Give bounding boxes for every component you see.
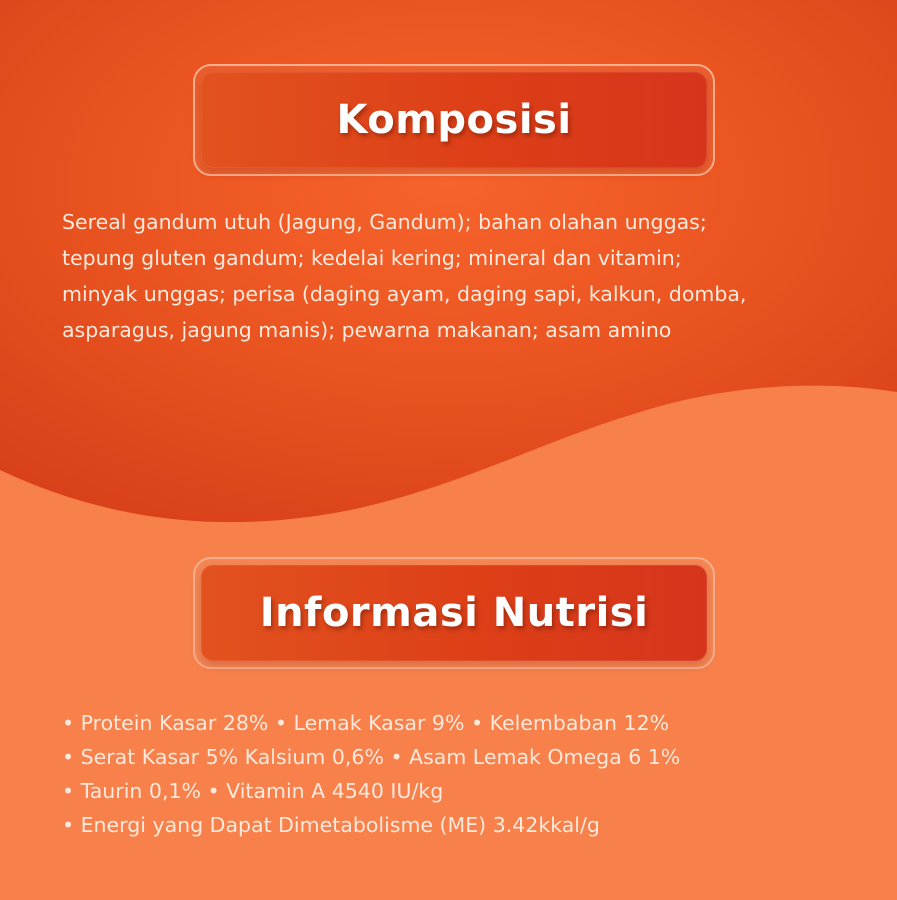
composition-line: tepung gluten gandum; kedelai kering; mineral dan vitamin; [62,246,682,270]
nutrisi-title: Informasi Nutrisi [259,590,649,636]
nutrition-item: • Serat Kasar 5% Kalsium 0,6% • Asam Lemak Omega 6 1% [62,745,681,769]
nutrition-item: • Energi yang Dapat Dimetabolisme (ME) 3.42kkal/g [62,813,600,837]
composition-line: minyak unggas; perisa (daging ayam, daging sapi, kalkun, domba, [62,282,747,306]
composition-line: Sereal gandum utuh (Jagung, Gandum); bahan olahan unggas; [62,210,707,234]
nutrition-item: • Protein Kasar 28% • Lemak Kasar 9% • Kelembaban 12% [62,711,670,735]
komposisi-title: Komposisi [336,97,572,143]
nutrisi-heading-box [193,557,715,669]
nutrisi-heading-panel [201,565,707,661]
composition-ingredients [62,204,862,348]
nutrition-item: • Taurin 0,1% • Vitamin A 4540 IU/kg [62,779,444,803]
komposisi-heading-panel [201,72,707,168]
komposisi-heading-box [193,64,715,176]
nutrition-list [62,706,862,842]
composition-line: asparagus, jagung manis); pewarna makanan; asam amino [62,318,672,342]
